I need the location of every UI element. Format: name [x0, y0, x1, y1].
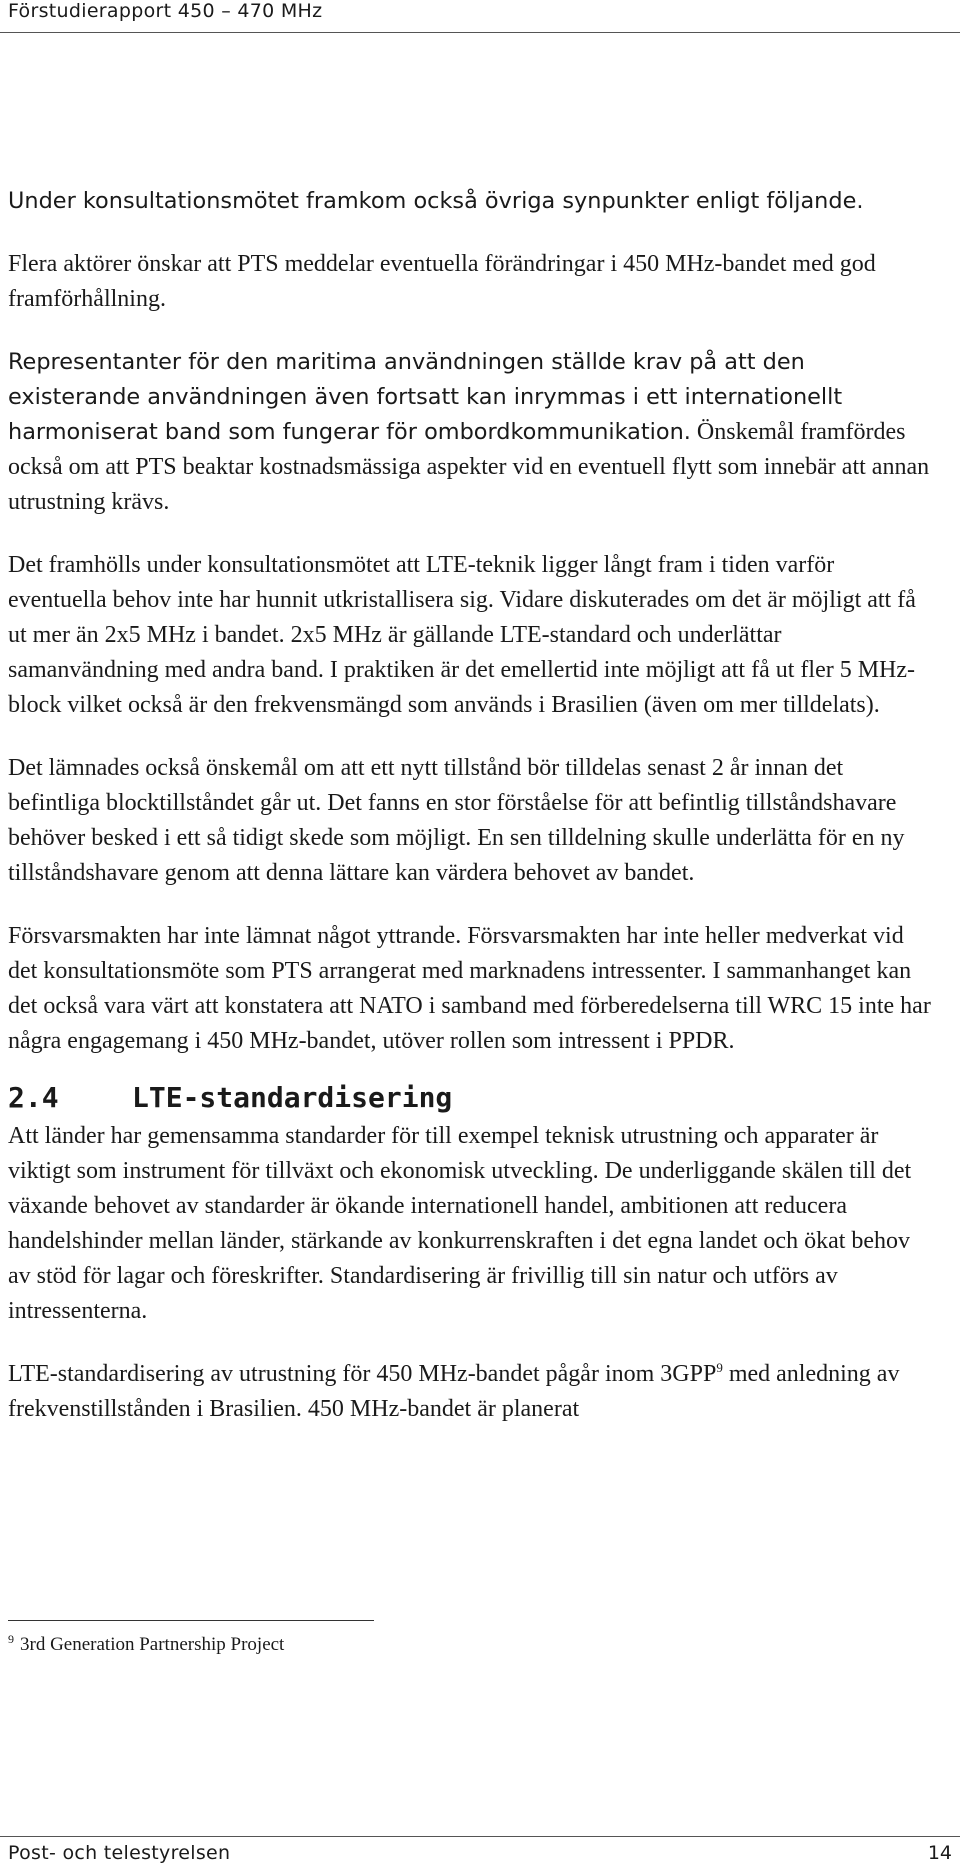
paragraph-3gpp-part2: med anledning av frekvenstillstånden i Brasilien. 450 MHz-bandet är planerat [8, 1361, 900, 1422]
section-title: LTE-standardisering [132, 1081, 453, 1114]
footer-organization: Post- och telestyrelsen [8, 1842, 231, 1864]
paragraph-lte-technology: Det framhölls under konsultationsmötet att LTE-teknik ligger långt fram i tiden varför eventuella behov inte har hunnit utkristallisera sig. Vidare diskuterades om det är möjligt att få ut mer än 2x5 MHz i bandet. 2x5 MHz är gällande LTE-standard och underlättar samanvändning med andra band. I praktiken är det emellertid inte möjligt att få ut fler 5 MHz-block vilket också är den frekvensmängd som används i Brasilien (även om mer tilldelats). [8, 552, 916, 718]
paragraph-maritime-part1: Representanter för den maritima användningen ställde krav på att den existerande användningen även fortsatt kan inrymmas i ett internationellt harmoniserat band som fungerar för ombordkommunikation. [8, 349, 843, 445]
footnote-rule [8, 1620, 374, 1621]
footnote [8, 1633, 284, 1657]
paragraph-maritime [8, 345, 938, 520]
paragraph-maritime-part2: Önskemål framfördes också om att PTS beaktar kostnadsmässiga aspekter vid en eventuell flytt som innebär att annan utrustning krävs. [8, 419, 930, 515]
footer-rule [0, 1836, 960, 1837]
footnote-reference[interactable]: 9 [716, 1360, 723, 1375]
paragraph-standards: Att länder har gemensamma standarder för till exempel teknisk utrustning och apparater är viktigt som instrument för tillväxt och ekonomisk utveckling. De underliggande skälen till det växande behovet av standarder är ökande internationell handel, ambitionen att reducera handelshinder mellan länder, stärkande av konkurrenskraften i det egna landet och ökat behov av stöd för lagar och föreskrifter. Standardisering är frivillig till sin natur och utförs av intressenterna. [8, 1123, 912, 1324]
paragraph-license-timing: Det lämnades också önskemål om att ett nytt tillstånd bör tilldelas senast 2 år innan det befintliga blocktillståndet går ut. Det fanns en stor förståelse för att befintlig tillståndshavare behöver besked i ett så tidigt skede som möjligt. En sen tilldelning skulle underlätta för en ny tillståndshavare genom att denna lättare kan värdera behovet av bandet. [8, 755, 905, 886]
footnote-text: 3rd Generation Partnership Project [20, 1634, 285, 1655]
header-rule [0, 32, 960, 33]
main-content [8, 184, 938, 1427]
page-header [0, 0, 960, 36]
paragraph-defence: Försvarsmakten har inte lämnat något yttrande. Försvarsmakten har inte heller medverkat vid det konsultationsmöte som PTS arrangerat med marknadens intressenter. I sammanhanget kan det också vara värt att konstatera att NATO i samband med förberedelserna till WRC 15 inte har några engagemang i 450 MHz-bandet, utöver rollen som intressent i PPDR. [8, 923, 931, 1054]
footnote-number: 9 [8, 1632, 14, 1646]
report-title: Förstudierapport 450 – 470 MHz [8, 0, 323, 22]
paragraph-actors: Flera aktörer önskar att PTS meddelar eventuella förändringar i 450 MHz-bandet med god framförhållning. [8, 251, 876, 312]
section-heading [8, 1079, 938, 1117]
paragraph-3gpp-part1: LTE-standardisering av utrustning för 450 MHz-bandet pågår inom 3GPP [8, 1361, 717, 1387]
section-number: 2.4 [8, 1081, 59, 1114]
paragraph-3gpp [8, 1357, 938, 1427]
paragraph-intro: Under konsultationsmötet framkom också övriga synpunkter enligt följande. [8, 188, 864, 214]
page-number: 14 [927, 1842, 952, 1864]
